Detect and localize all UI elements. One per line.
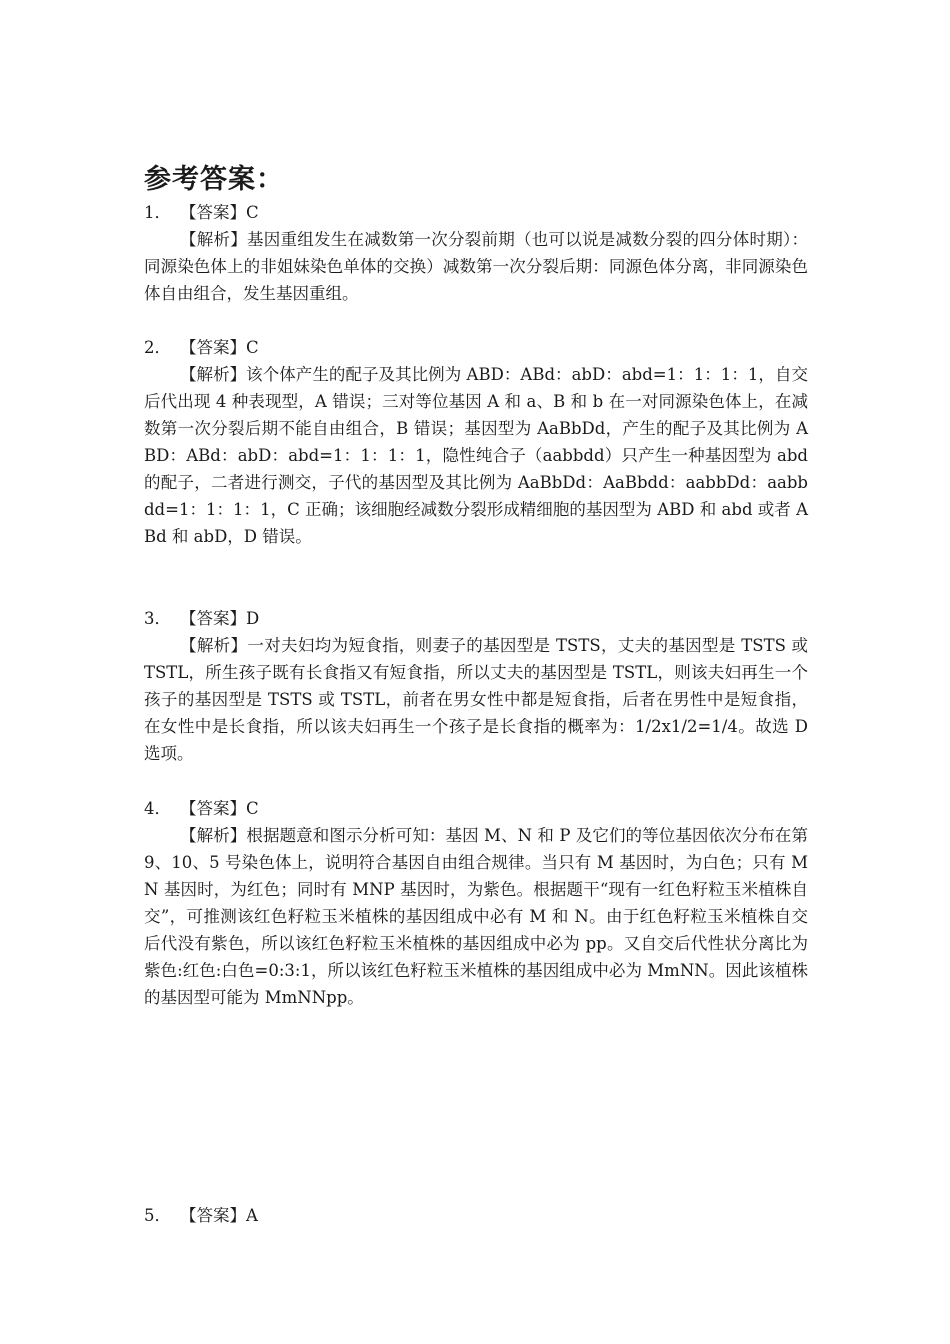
answer-line [144, 334, 808, 361]
answer-line [144, 199, 808, 226]
item-number: 2． [144, 338, 171, 357]
answer-line [144, 1202, 808, 1229]
answer-label: 【答案】D [180, 609, 260, 628]
answer-label: 【答案】C [180, 203, 259, 222]
answer-item-1 [144, 199, 808, 307]
item-number: 1． [144, 203, 171, 222]
answer-item-3 [144, 605, 808, 767]
analysis-text: 【解析】一对夫妇均为短食指，则妻子的基因型是 TSTS，丈夫的基因型是 TSTS 或 TSTL，所生孩子既有长食指又有短食指，所以丈夫的基因型是 TSTL，则该夫妇再生一个孩子的基因型是 TSTS 或 TSTL，前者在男女性中都是短食指，后者在男性中是短食指，在女性中是长食指，所以该夫妇再生一个孩子是长食指的概率为：1/2x1/2=1/4。故选 D 选项。 [144, 636, 808, 763]
page-title: 参考答案： [144, 164, 284, 195]
analysis-text: 【解析】根据题意和图示分析可知：基因 M、N 和 P 及它们的等位基因依次分布在第 9、10、5 号染色体上，说明符合基因自由组合规律。当只有 M 基因时，为白色；只有 MN 基因时，为红色；同时有 MNP 基因时，为紫色。根据题干“现有一红色籽粒玉米植株自交”，可推测该红色籽粒玉米植株的基因组成中必有 M 和 N。由于红色籽粒玉米植株自交后代没有紫色，所以该红色籽粒玉米植株的基因组成中必为 pp。又自交后代性状分离比为紫色:红色:白色=0:3:1，所以该红色籽粒玉米植株的基因组成中必为 MmNN。因此该植株的基因型可能为 MmNNpp。 [144, 826, 808, 1007]
answer-line [144, 605, 808, 632]
answer-item-5 [144, 1202, 808, 1229]
analysis-text: 【解析】该个体产生的配子及其比例为 ABD：ABd：abD：abd=1：1：1：1，自交后代出现 4 种表现型，A 错误；三对等位基因 A 和 a、B 和 b 在一对同源染色体上，在减数第一次分裂后期不能自由组合，B 错误；基因型为 AaBbDd，产生的配子及其比例为 ABD：ABd：abD：abd=1：1：1：1，隐性纯合子（aabbdd）只产生一种基因型为 abd 的配子，二者进行测交，子代的基因型及其比例为 AaBbDd：AaBbdd：aabbDd：aabbdd=1：1：1：1，C 正确；该细胞经减数分裂形成精细胞的基因型为 ABD 和 abd 或者 ABd 和 abD，D 错误。 [144, 365, 808, 546]
answer-label: 【答案】A [180, 1206, 258, 1225]
answer-line [144, 795, 808, 822]
analysis-text: 【解析】基因重组发生在减数第一次分裂前期（也可以说是减数分裂的四分体时期）：同源染色体上的非姐妹染色单体的交换）减数第一次分裂后期：同源色体分离，非同源染色体自由组合，发生基因重组。 [144, 230, 808, 303]
answer-label: 【答案】C [180, 338, 259, 357]
item-number: 4． [144, 799, 171, 818]
item-number: 3． [144, 609, 171, 628]
item-number: 5． [144, 1206, 171, 1225]
answer-item-2 [144, 334, 808, 550]
answer-item-4 [144, 795, 808, 1011]
answer-label: 【答案】C [180, 799, 259, 818]
